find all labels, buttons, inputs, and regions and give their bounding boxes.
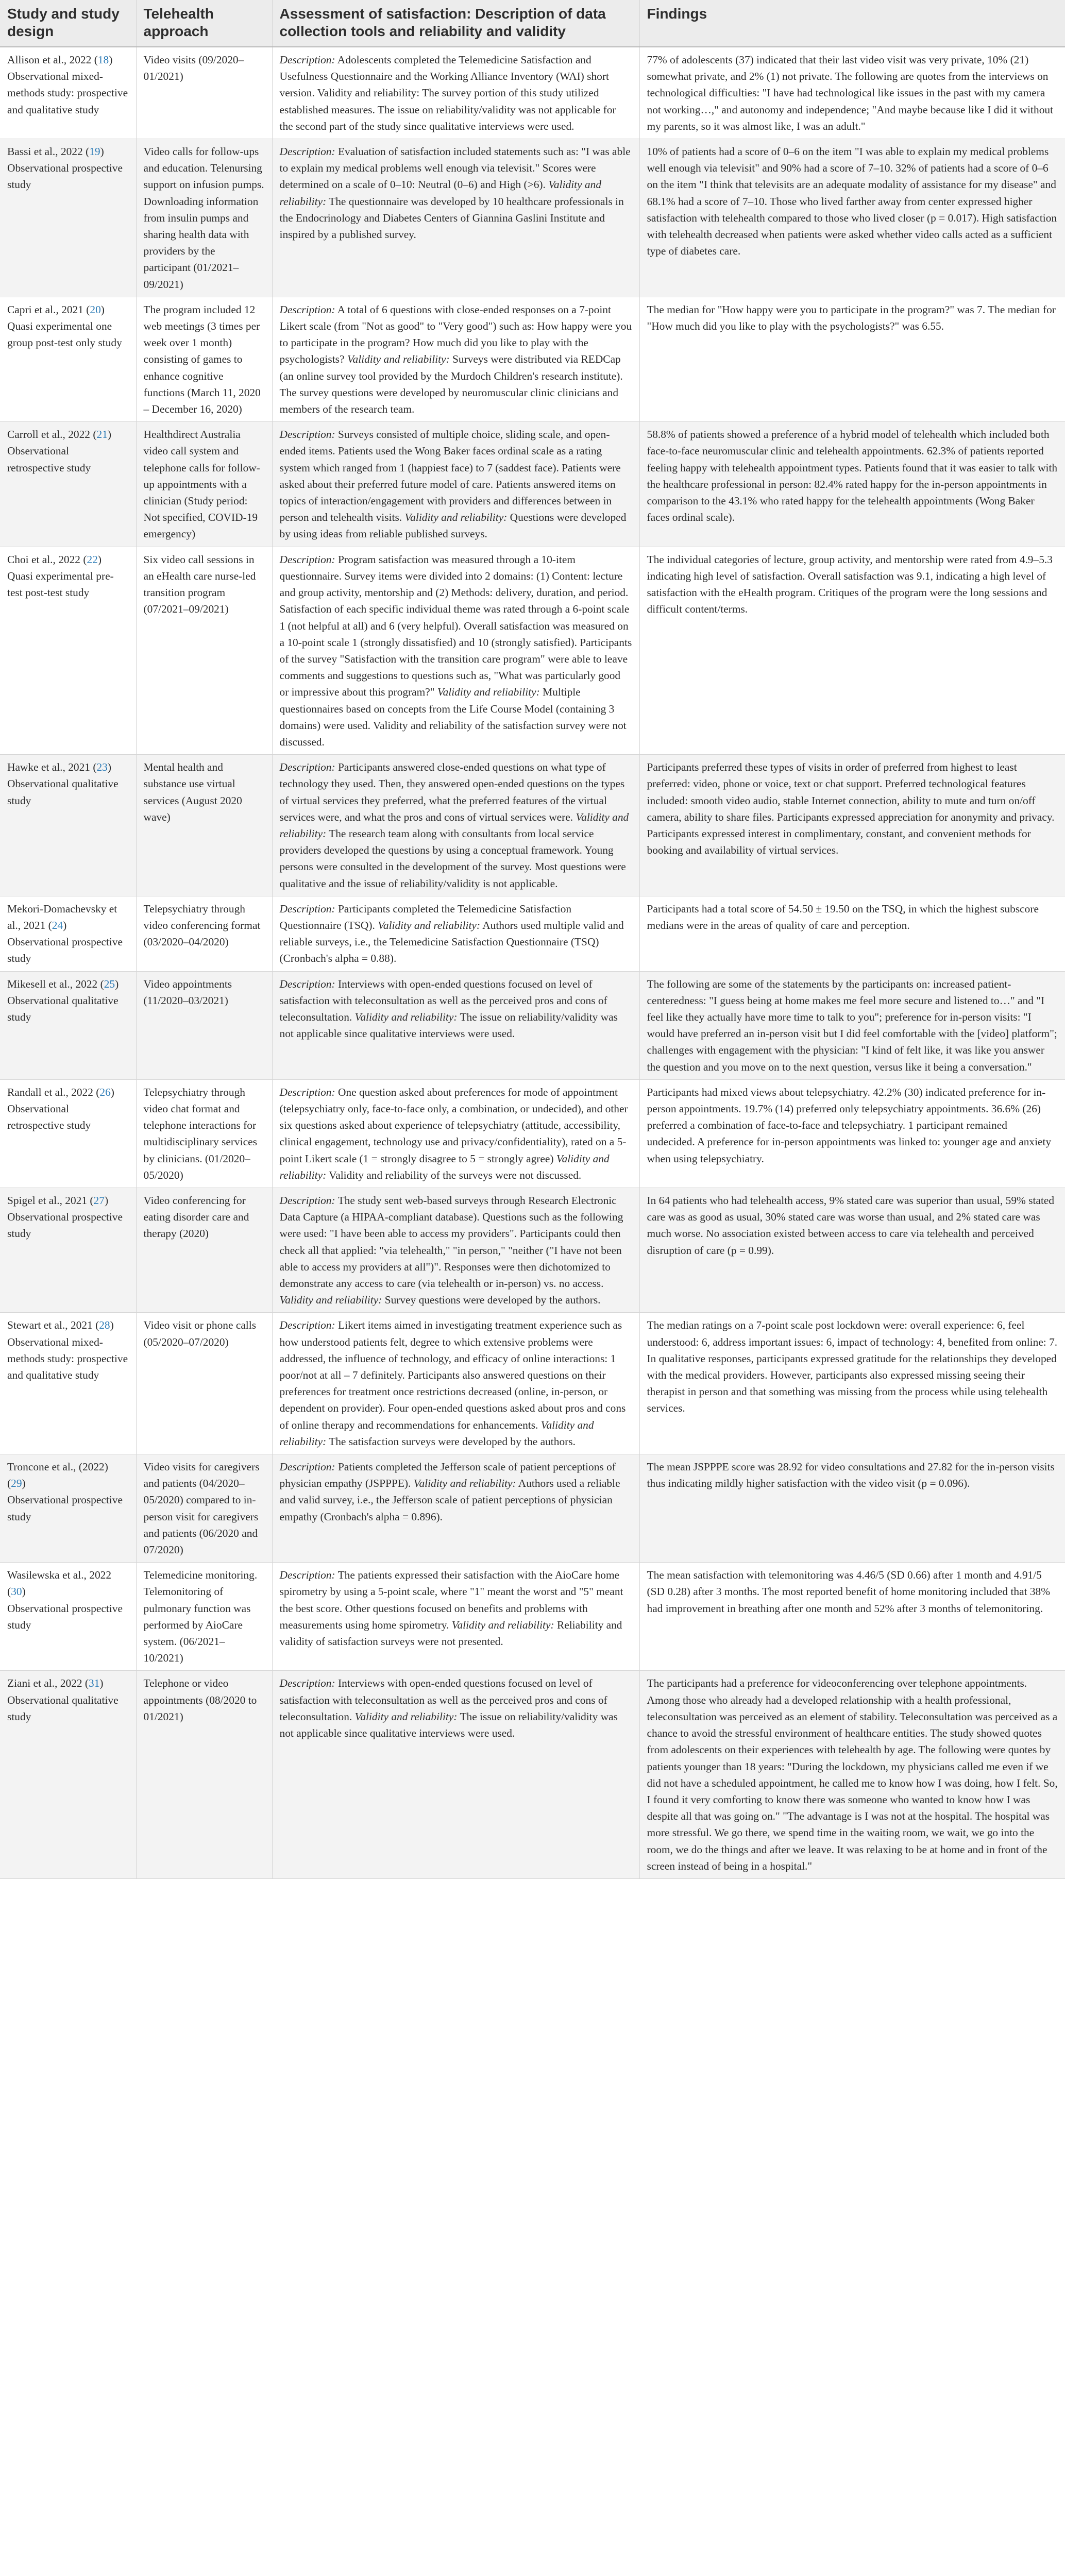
description-text: Participants answered close-ended questions on what type of technology they used. Then, they answered open-ended questions on the types of virtual services they preferred, what the preferred features of the virtual services were, and what the pros and cons of virtual services were. — [279, 761, 625, 823]
description-text: The patients expressed their satisfaction with the AioCare home spirometry by using a 5-point scale, where "1" meant the worst and "5" meant the best score. Other questions focused on benefits and problems with measurements using home spirometry. — [279, 1569, 623, 1631]
description-text: A total of 6 questions with close-ended responses on a 7-point Likert scale (from "Not as good" to "Very good") such as: How happy were you to participate in the program? How much did you like to play with the psychologists? — [279, 303, 632, 366]
validity-text: The research team along with consultants from local service providers developed the questions by using a conceptual framework. Young persons were consulted in the development of the survey. Most questions were qualitative and the issue of reliability/validity is not applicable. — [279, 827, 626, 890]
table-row — [0, 47, 1065, 139]
study-author: Randall et al., 2022 ( — [7, 1086, 100, 1098]
study-cell — [0, 1671, 136, 1878]
findings-cell: 77% of adolescents (37) indicated that their last video visit was very private, 10% (21) somewhat private, and 2% (1) not private. The following are quotes from the interviews on technological difficulties: "I have had technological like issues in the past with my camera not working…," and autonomy and independence; "And maybe because like I did it without my parents, so it was almost like, I was an adult." — [639, 47, 1065, 139]
study-author: Mekori-Domachevsky et al., 2021 ( — [7, 902, 117, 931]
approach-cell: Video visits (09/2020–01/2021) — [136, 47, 272, 139]
table-row — [0, 547, 1065, 754]
validity-text: The issue on reliability/validity was not applicable since qualitative interviews were used. — [279, 1710, 618, 1740]
study-author: Bassi et al., 2022 ( — [7, 145, 90, 158]
table-row — [0, 1454, 1065, 1563]
study-cell — [0, 47, 136, 139]
reference-link[interactable]: 23 — [96, 761, 108, 774]
assessment-cell — [272, 1671, 639, 1878]
approach-cell: Telepsychiatry through video chat format and telephone interactions for multidisciplinary services by clinicians. (01/2020–05/2020) — [136, 1079, 272, 1188]
validity-label: Validity and reliability: — [279, 1418, 594, 1448]
study-author-end: ) — [104, 1194, 109, 1207]
validity-text: Multiple questionnaires based on concepts from the Life Course Model (containing 3 domains) were used. Validity and reliability of the satisfaction survey were not discussed. — [279, 686, 627, 748]
description-text: Patients completed the Jefferson scale of patient perceptions of physician empathy (JSPPPE). — [279, 1461, 616, 1490]
study-cell — [0, 1188, 136, 1313]
description-text: Surveys consisted of multiple choice, sliding scale, and open-ended items. Patients used the Wong Baker faces ordinal scale as a rating system which ranged from 1 (happiest face) to 7 (saddest face). Patients were asked about their preferred future model of care. Patients answered items on topics of interaction/engagement with providers and differences between in person and telehealth visits. — [279, 428, 621, 524]
table-body — [0, 47, 1065, 1878]
study-author: Capri et al., 2021 ( — [7, 303, 90, 316]
study-author-end: ) — [63, 919, 67, 931]
reference-link[interactable]: 18 — [97, 54, 109, 66]
description-label: Description: — [279, 1194, 335, 1207]
approach-cell: Mental health and substance use virtual services (August 2020 wave) — [136, 755, 272, 896]
description-label: Description: — [279, 1461, 335, 1473]
table-row — [0, 1313, 1065, 1454]
reference-link[interactable]: 21 — [96, 428, 108, 441]
approach-cell: The program included 12 web meetings (3 times per week over 1 month) consisting of games to enhance cognitive functions (March 11, 2020 – December 16, 2020) — [136, 297, 272, 421]
validity-text: The satisfaction surveys were developed by the authors. — [329, 1435, 576, 1448]
validity-label: Validity and reliability: — [279, 810, 629, 840]
study-cell — [0, 547, 136, 754]
assessment-cell — [272, 971, 639, 1079]
table-header-row — [0, 0, 1065, 47]
reference-link[interactable]: 25 — [104, 977, 115, 990]
assessment-cell — [272, 1079, 639, 1188]
study-author: Stewart et al., 2021 ( — [7, 1319, 99, 1332]
validity-label: Validity and reliability: — [437, 686, 540, 699]
approach-cell: Video appointments (11/2020–03/2021) — [136, 971, 272, 1079]
header-study: Study and study design — [0, 0, 136, 47]
study-author-end: ) — [107, 761, 111, 774]
findings-cell: The mean JSPPPE score was 28.92 for video consultations and 27.82 for the in-person visits thus indicating mildly higher satisfaction with the video visit (p = 0.096). — [639, 1454, 1065, 1563]
table-row — [0, 896, 1065, 971]
description-text: Interviews with open-ended questions focused on level of satisfaction with teleconsultation as well as the perceived pros and cons of teleconsultation. — [279, 977, 607, 1023]
reference-link[interactable]: 27 — [93, 1194, 105, 1207]
study-design: Observational prospective study — [7, 936, 123, 965]
validity-label: Validity and reliability: — [378, 919, 481, 931]
study-author-end: ) — [110, 1319, 114, 1332]
findings-cell: Participants preferred these types of visits in order of preferred from highest to least preferred: video, phone or voice, text or chat support. Preferred technological features included: smooth video audio, stable Internet connection, ability to mute and turn on/off camera, ability to share files. Participants expressed appreciation for anonymity and privacy. Participants expressed interest in complimentary, constant, and convenient methods for booking and availability of virtual services. — [639, 755, 1065, 896]
approach-cell: Telemedicine monitoring. Telemonitoring of pulmonary function was performed by AioCare system. (06/2021–10/2021) — [136, 1563, 272, 1671]
study-design: Observational retrospective study — [7, 445, 91, 474]
validity-text: Survey questions were developed by the authors. — [384, 1294, 601, 1307]
study-design: Observational qualitative study — [7, 1693, 119, 1723]
validity-label: Validity and reliability: — [347, 353, 450, 366]
approach-cell: Healthdirect Australia video call system and telephone calls for follow-up appointments with a clinician (Study period: Not specified, COVID-19 emergency) — [136, 422, 272, 547]
description-label: Description: — [279, 902, 335, 915]
findings-cell: The median for "How happy were you to participate in the program?" was 7. The median for "How much did you like to play with the psychologists?" was 6.55. — [639, 297, 1065, 421]
description-label: Description: — [279, 1569, 335, 1582]
table-row — [0, 139, 1065, 297]
study-author: Carroll et al., 2022 ( — [7, 428, 97, 441]
study-author-end: ) — [109, 54, 113, 66]
description-label: Description: — [279, 761, 335, 774]
description-label: Description: — [279, 1677, 335, 1690]
approach-cell: Video conferencing for eating disorder care and therapy (2020) — [136, 1188, 272, 1313]
validity-text: Authors used multiple valid and reliable surveys, i.e., the Telemedicine Satisfaction Questionnaire (TSQ) (Cronbach's alpha = 0.88). — [279, 919, 624, 965]
study-cell — [0, 1313, 136, 1454]
study-cell — [0, 971, 136, 1079]
description-text: The study sent web-based surveys through Research Electronic Data Capture (a HIPAA-compliant database). Questions such as the following were used: "I have been able to access my providers". Participants could then check all that applied: "via telehealth," "in person," "neither ("I have not been able to access my providers at all")". Responses were then dichotomized to demonstrate any access to care (via telehealth or in-person) vs. no access. — [279, 1194, 623, 1290]
description-label: Description: — [279, 54, 335, 66]
reference-link[interactable]: 20 — [90, 303, 101, 316]
study-design: Observational qualitative study — [7, 777, 119, 807]
study-author-end: ) — [22, 1585, 26, 1598]
assessment-cell — [272, 1454, 639, 1563]
study-cell — [0, 755, 136, 896]
validity-text: The issue on reliability/validity was not applicable since qualitative interviews were used. — [279, 1010, 618, 1040]
findings-cell: In 64 patients who had telehealth access, 9% stated care was superior than usual, 59% stated care was as good as usual, 30% stated care was worse than usual, and 2% stated care was much worse. No association existed between access to care via telehealth and perceived disruption of care (p = 0.99). — [639, 1188, 1065, 1313]
study-author: Allison et al., 2022 ( — [7, 54, 98, 66]
study-design: Observational prospective study — [7, 1211, 123, 1240]
study-author: Hawke et al., 2021 ( — [7, 761, 97, 774]
study-design: Observational prospective study — [7, 1494, 123, 1523]
assessment-cell — [272, 1188, 639, 1313]
approach-cell: Video calls for follow-ups and education. Telenursing support on infusion pumps. Downloading information from insulin pumps and sharing health data with providers by the participant (01/2021–09/2021) — [136, 139, 272, 297]
study-design: Observational prospective study — [7, 162, 123, 191]
study-design: Quasi experimental one group post-test only study — [7, 320, 122, 349]
validity-label: Validity and reliability: — [354, 1710, 458, 1723]
validity-label: Validity and reliability: — [279, 1294, 382, 1307]
assessment-cell — [272, 547, 639, 754]
table-row — [0, 1188, 1065, 1313]
study-design: Observational qualitative study — [7, 994, 119, 1023]
validity-text: The questionnaire was developed by 10 healthcare professionals in the Endocrinology and Diabetes Centers of Giannina Gaslini Institute and inspired by a published survey. — [279, 195, 624, 241]
table-row — [0, 1671, 1065, 1878]
findings-cell: The median ratings on a 7-point scale post lockdown were: overall experience: 6, feel understood: 6, address important issues: 6, impact of technology: 4, benefited from online: 7. In qualitative responses, participants expressed gratitude for the relationships they developed with the medical providers. However, participants also expressed missing seeing their therapist in person and that something was missing from the process while using telehealth services. — [639, 1313, 1065, 1454]
study-author-end: ) — [115, 977, 119, 990]
description-text: Program satisfaction was measured through a 10-item questionnaire. Survey items were divided into 2 domains: (1) Content: lecture and group activity, mentorship and (2) Methods: delivery, duration, and period. Satisfaction of each specific individual theme was rated through a 6-point scale 1 (not helpful at all) and 6 (very helpful). Overall satisfaction was measured on a 10-point scale 1 (strongly dissatisfied) and 10 (strongly satisfied). Participants of the survey "Satisfaction with the transition care program" were able to leave comments and suggestions to questions such as, "What was particularly good or impressive about this program?" — [279, 553, 632, 699]
study-design: Observational mixed-methods study: prospective and qualitative study — [7, 70, 128, 116]
header-approach: Telehealth approach — [136, 0, 272, 47]
approach-cell: Video visit or phone calls (05/2020–07/2020) — [136, 1313, 272, 1454]
description-label: Description: — [279, 1086, 335, 1098]
table-row — [0, 1563, 1065, 1671]
study-cell — [0, 297, 136, 421]
assessment-cell — [272, 47, 639, 139]
header-assessment: Assessment of satisfaction: Description of data collection tools and reliability and validity — [272, 0, 639, 47]
findings-cell: 10% of patients had a score of 0–6 on the item "I was able to explain my medical problems well enough via televisit" and 90% had a score of 7–10. 32% of patients had a score of 0–6 on the item "I think that televisits are an adequate modality of assistance for my disease" and 68.1% had a score of 7–10. Those who lived farther away from center expressed higher satisfaction with telehealth compared to those who lived closer (p = 0.017). High satisfaction with telehealth decreased when patients were asked whether video calls acted as a sufficient type of diabetes care. — [639, 139, 1065, 297]
study-cell — [0, 422, 136, 547]
study-design: Quasi experimental pre-test post-test study — [7, 569, 114, 599]
validity-label: Validity and reliability: — [451, 1618, 554, 1631]
reference-link[interactable]: 19 — [89, 145, 100, 158]
study-cell — [0, 1563, 136, 1671]
study-design: Observational retrospective study — [7, 1102, 91, 1132]
reference-link[interactable]: 31 — [89, 1677, 100, 1690]
study-author-end: ) — [100, 303, 105, 316]
study-design: Observational prospective study — [7, 1602, 123, 1631]
validity-label: Validity and reliability: — [279, 1152, 610, 1181]
description-text: Evaluation of satisfaction included statements such as: "I was able to explain my medical problems well enough via televisit." Scores were determined on a scale of 0–10: Neutral (0–6) and High (>6). — [279, 145, 631, 191]
reference-link[interactable]: 28 — [99, 1319, 110, 1332]
validity-label: Validity and reliability: — [279, 178, 602, 208]
assessment-cell — [272, 896, 639, 971]
assessment-cell — [272, 755, 639, 896]
reference-link[interactable]: 30 — [11, 1585, 22, 1598]
description-label: Description: — [279, 145, 335, 158]
validity-label: Validity and reliability: — [413, 1477, 516, 1490]
table-row — [0, 297, 1065, 421]
description-text: One question asked about preferences for mode of appointment (telepsychiatry only, face-to-face only, a combination, or undecided), and other six questions asked about experience of telepsychiatry (attitude, accessibility, clinical engagement, technology use and privacy/confidentiality), rated on a 5-point Likert scale (1 = strongly disagree to 5 = strongly agree) — [279, 1086, 628, 1165]
table-row — [0, 755, 1065, 896]
approach-cell: Video visits for caregivers and patients (04/2020–05/2020) compared to in-person visit for caregivers and patients (06/2020 and 07/2020) — [136, 1454, 272, 1563]
validity-text: Authors used a reliable and valid survey, i.e., the Jefferson scale of patient perceptions of physician empathy (Cronbach's alpha = 0.896). — [279, 1477, 620, 1523]
findings-cell: The following are some of the statements by the participants on: increased patient-centeredness: "I guess being at home makes me feel more secure and listened to…" and "I feel like they actually have more time to talk to you"; preference for in-person visits: "I would have preferred an in-person visit but I did feel comfortable with the [video] platform"; challenges with engagement with the physician: "I kind of felt like, it was like you answer the question and you move on to the next question, versus like it being a conversation." — [639, 971, 1065, 1079]
study-author-end: ) — [100, 145, 104, 158]
study-design: Observational mixed-methods study: prospective and qualitative study — [7, 1335, 128, 1382]
validity-text: Reliability and validity of satisfaction surveys were not presented. — [279, 1618, 622, 1648]
findings-cell: The mean satisfaction with telemonitoring was 4.46/5 (SD 0.66) after 1 month and 4.91/5 (SD 0.28) after 3 months. The most reported benefit of home monitoring included that 38% had improvement in breathing after one month and 52% after 3 months of telemonitoring. — [639, 1563, 1065, 1671]
assessment-cell — [272, 297, 639, 421]
reference-link[interactable]: 24 — [52, 919, 63, 931]
study-author-end: ) — [107, 428, 111, 441]
assessment-cell — [272, 422, 639, 547]
study-author: Choi et al., 2022 ( — [7, 553, 87, 566]
findings-cell: The participants had a preference for videoconferencing over telephone appointments. Among those who already had a developed relationship with a health professional, teleconsultation was perceived as an element of stability. Teleconsultation was perceived as a chance to avoid the stressful environment of healthcare entities. The study showed quotes from adolescents on their experiences with telehealth by age. The following were quotes by patients younger than 18 years: "During the lockdown, my physicians called me even if we did not have a scheduled appointment, he called me to know how I was doing, how I felt. So, I found it very comforting to know there was someone who wanted to know how I was despite all that was going on." "The advantage is I was not at the hospital. The hospital was more stressful. We go there, we spend time in the waiting room, we wait, we go into the room, we do the things and after we leave. It was relaxing to be at home and in front of the screen instead of being in a hospital." — [639, 1671, 1065, 1878]
study-cell — [0, 139, 136, 297]
description-text: Participants completed the Telemedicine Satisfaction Questionnaire (TSQ). — [279, 902, 572, 931]
study-cell — [0, 1079, 136, 1188]
study-author-end: ) — [97, 553, 102, 566]
description-text: Adolescents completed the Telemedicine Satisfaction and Usefulness Questionnaire and the Working Alliance Inventory (WAI) short version. Validity and reliability: The survey portion of this study utilized established measures. The issue on reliability/validity was not applicable for the second part of the study since qualitative interviews were used. — [279, 54, 616, 132]
study-author: Wasilewska et al., 2022 ( — [7, 1569, 112, 1598]
assessment-cell — [272, 1563, 639, 1671]
validity-text: Surveys were distributed via REDCap (an online survey tool provided by the Murdoch Children's research institute). The survey questions were developed by neuromuscular clinic clinicians and members of the research team. — [279, 353, 623, 416]
study-author-end: ) — [110, 1086, 114, 1098]
assessment-cell — [272, 139, 639, 297]
validity-text: Validity and reliability of the surveys were not discussed. — [329, 1168, 582, 1181]
table-row — [0, 971, 1065, 1079]
validity-label: Validity and reliability: — [404, 511, 508, 524]
reference-link[interactable]: 26 — [99, 1086, 111, 1098]
approach-cell: Six video call sessions in an eHealth care nurse-led transition program (07/2021–09/2021) — [136, 547, 272, 754]
description-label: Description: — [279, 977, 335, 990]
table-row — [0, 422, 1065, 547]
header-findings: Findings — [639, 0, 1065, 47]
study-cell — [0, 896, 136, 971]
validity-label: Validity and reliability: — [354, 1010, 458, 1023]
description-label: Description: — [279, 553, 335, 566]
validity-text: Questions were developed by using ideas from reliable published surveys. — [279, 511, 627, 540]
study-author: Mikesell et al., 2022 ( — [7, 977, 104, 990]
study-author-end: ) — [99, 1677, 104, 1690]
description-label: Description: — [279, 303, 335, 316]
findings-cell: Participants had mixed views about telepsychiatry. 42.2% (30) indicated preference for in-person appointments. 19.7% (14) preferred only telepsychiatry appointments. 36.6% (26) preferred a combination of face-to-face and telepsychiatry. 1 participant remained undecided. A preference for in-person appointments was linked to: younger age and anxiety when using telepsychiatry. — [639, 1079, 1065, 1188]
study-author: Ziani et al., 2022 ( — [7, 1677, 89, 1690]
study-author: Troncone et al., (2022) ( — [7, 1461, 108, 1490]
approach-cell: Telephone or video appointments (08/2020 to 01/2021) — [136, 1671, 272, 1878]
findings-cell: The individual categories of lecture, group activity, and mentorship were rated from 4.9–5.3 indicating high level of satisfaction. Overall satisfaction was 9.1, indicating a high level of satisfaction with the eHealth program. Critiques of the program were the long sessions and difficult content/terms. — [639, 547, 1065, 754]
findings-cell: 58.8% of patients showed a preference of a hybrid model of telehealth which included both face-to-face neuromuscular clinic and telehealth appointments. 62.3% of patients reported feeling happy with telehealth appointment types. Patients found that it was easier to talk with the healthcare professional in person: 82.4% rated happy for the in-person appointments in comparison to the 43.1% who rated happy for the telehealth appointments (Wong Baker faces ordinal scale). — [639, 422, 1065, 547]
findings-cell: Participants had a total score of 54.50 ± 19.50 on the TSQ, in which the highest subscore medians were in the areas of quality of care and perception. — [639, 896, 1065, 971]
reference-link[interactable]: 29 — [11, 1477, 22, 1490]
description-label: Description: — [279, 428, 335, 441]
assessment-cell — [272, 1313, 639, 1454]
description-text: Likert items aimed in investigating treatment experience such as how understood patients felt, degree to which extensive problems were addressed, the influence of technology, and efficacy of online interactions: 1 poor/not at all – 7 definitely. Participants also answered questions on their preferences for treatment once restrictions decreased (online, in-person, or dependent on provider). Four open-ended questions asked about pros and cons of online therapy and recommendations for enhancements. — [279, 1319, 626, 1431]
reference-link[interactable]: 22 — [87, 553, 98, 566]
approach-cell: Telepsychiatry through video conferencing format (03/2020–04/2020) — [136, 896, 272, 971]
study-author: Spigel et al., 2021 ( — [7, 1194, 94, 1207]
description-label: Description: — [279, 1319, 335, 1332]
description-text: Interviews with open-ended questions focused on level of satisfaction with teleconsultation as well as the perceived pros and cons of teleconsultation. — [279, 1677, 607, 1723]
study-cell — [0, 1454, 136, 1563]
table-row — [0, 1079, 1065, 1188]
study-author-end: ) — [22, 1477, 26, 1490]
